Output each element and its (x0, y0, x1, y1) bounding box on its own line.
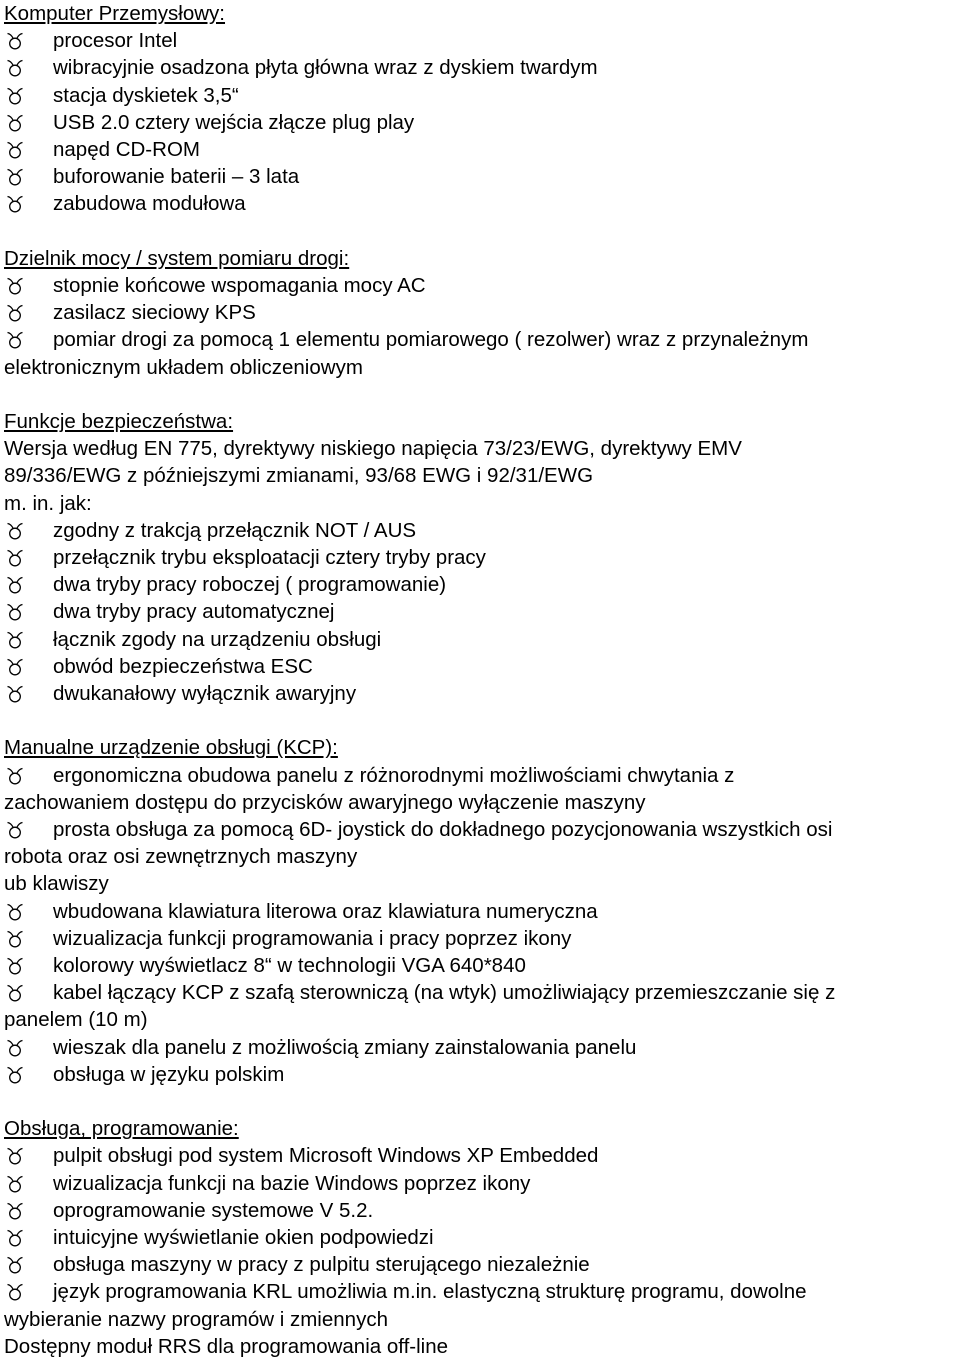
list-item-text: prosta obsługa za pomocą 6D- joystick do dokładnego pozycjonowania wszystkich osi (53, 818, 833, 842)
taurus-symbol-icon (6, 631, 24, 649)
taurus-symbol-icon (6, 141, 24, 159)
taurus-symbol-icon (6, 603, 24, 621)
list-item-text: wizualizacja funkcji na bazie Windows poprzez ikony (53, 1171, 531, 1195)
paragraph-line: m. in. jak: (4, 491, 92, 515)
list-item-text: intuicyjne wyświetlanie okien podpowiedzi (53, 1226, 434, 1250)
taurus-symbol-icon (6, 984, 24, 1002)
list-item-continuation: wybieranie nazwy programów i zmiennych (4, 1307, 388, 1331)
list-item (4, 1197, 960, 1224)
list-item-text: pulpit obsługi pod system Microsoft Windows XP Embedded (53, 1144, 599, 1168)
section-heading: Manualne urządzenie obsługi (KCP): (4, 736, 338, 760)
list-item (4, 109, 960, 136)
list-item-text: wibracyjnie osadzona płyta główna wraz z dyskiem twardym (53, 56, 598, 80)
list-item-text: obwód bezpieczeństwa ESC (53, 654, 313, 678)
list-item (4, 571, 960, 598)
list-item-text: język programowania KRL umożliwia m.in. elastyczną strukturę programu, dowolne (53, 1280, 807, 1304)
taurus-symbol-icon (6, 195, 24, 213)
list-item (4, 653, 960, 680)
taurus-symbol-icon (6, 576, 24, 594)
taurus-symbol-icon (6, 821, 24, 839)
paragraph-line: 89/336/EWG z późniejszymi zmianami, 93/68 EWG i 92/31/EWG (4, 464, 594, 488)
paragraph-line: Wersja według EN 775, dyrektywy niskiego napięcia 73/23/EWG, dyrektywy EMV (4, 437, 742, 461)
list-item (4, 326, 960, 353)
list-item (4, 762, 960, 789)
list-item-text: obsługa w języku polskim (53, 1062, 285, 1086)
list-item (4, 1224, 960, 1251)
list-item (4, 190, 960, 217)
taurus-symbol-icon (6, 168, 24, 186)
taurus-symbol-icon (6, 658, 24, 676)
list-item (4, 898, 960, 925)
list-item (4, 598, 960, 625)
taurus-symbol-icon (6, 522, 24, 540)
list-item-text: oprogramowanie systemowe V 5.2. (53, 1198, 374, 1222)
list-item-text: przełącznik trybu eksploatacji cztery tryby pracy (53, 546, 486, 570)
taurus-symbol-icon (6, 767, 24, 785)
section-heading: Komputer Przemysłowy: (4, 2, 226, 25)
list-item (4, 680, 960, 707)
taurus-symbol-icon (6, 59, 24, 77)
list-item (4, 979, 960, 1006)
taurus-symbol-icon (6, 277, 24, 295)
list-item-text: napęd CD-ROM (53, 138, 200, 162)
section-spacer (4, 218, 960, 245)
list-item (4, 136, 960, 163)
list-item-text: ergonomiczna obudowa panelu z różnorodnymi możliwościami chwytania z (53, 763, 735, 787)
section (4, 1115, 960, 1360)
taurus-symbol-icon (6, 1039, 24, 1057)
section-heading: Funkcje bezpieczeństwa: (4, 410, 234, 434)
taurus-symbol-icon (6, 1147, 24, 1165)
list-item (4, 626, 960, 653)
list-item-text: zasilacz sieciowy KPS (53, 301, 256, 325)
list-item-text: stopnie końcowe wspomagania mocy AC (53, 274, 426, 298)
list-item (4, 1251, 960, 1278)
list-item (4, 925, 960, 952)
taurus-symbol-icon (6, 1229, 24, 1247)
section-spacer (4, 381, 960, 408)
list-item (4, 82, 960, 109)
section-heading: Obsługa, programowanie: (4, 1117, 239, 1141)
list-item-text: dwa tryby pracy roboczej ( programowanie) (53, 573, 447, 597)
section (4, 734, 960, 1088)
section-heading: Dzielnik mocy / system pomiaru drogi: (4, 246, 350, 270)
taurus-symbol-icon (6, 87, 24, 105)
list-item-text: kabel łączący KCP z szafą sterowniczą (na wtyk) umożliwiający przemieszczanie się z (53, 981, 836, 1005)
taurus-symbol-icon (6, 957, 24, 975)
list-item (4, 952, 960, 979)
list-item (4, 1061, 960, 1088)
list-item-text: pomiar drogi za pomocą 1 elementu pomiarowego ( rezolwer) wraz z przynależnym (53, 328, 809, 352)
section (4, 0, 960, 218)
list-item-text: zabudowa modułowa (53, 192, 246, 216)
taurus-symbol-icon (6, 1256, 24, 1274)
taurus-symbol-icon (6, 930, 24, 948)
list-item-text: kolorowy wyświetlacz 8“ w technologii VGA 640*840 (53, 954, 526, 978)
paragraph-line: Dostępny moduł RRS dla programowania off-line (4, 1334, 449, 1358)
list-item-text: łącznik zgody na urządzeniu obsługi (53, 627, 382, 651)
list-item-continuation: elektronicznym układem obliczeniowym (4, 355, 363, 379)
list-item-text: dwa tryby pracy automatycznej (53, 600, 335, 624)
section-spacer (4, 707, 960, 734)
taurus-symbol-icon (6, 1202, 24, 1220)
list-item-text: wbudowana klawiatura literowa oraz klawiatura numeryczna (53, 899, 598, 923)
list-item (4, 54, 960, 81)
taurus-symbol-icon (6, 32, 24, 50)
taurus-symbol-icon (6, 1283, 24, 1301)
taurus-symbol-icon (6, 331, 24, 349)
list-item-text: wizualizacja funkcji programowania i pracy poprzez ikony (53, 926, 572, 950)
list-item (4, 544, 960, 571)
taurus-symbol-icon (6, 1175, 24, 1193)
section-spacer (4, 1088, 960, 1115)
list-item-text: buforowanie baterii – 3 lata (53, 165, 300, 189)
list-item-text: USB 2.0 cztery wejścia złącze plug play (53, 110, 415, 134)
taurus-symbol-icon (6, 1066, 24, 1084)
section (4, 408, 960, 707)
list-item-text: dwukanałowy wyłącznik awaryjny (53, 682, 357, 706)
list-item-text: zgodny z trakcją przełącznik NOT / AUS (53, 518, 417, 542)
list-item (4, 27, 960, 54)
list-item-continuation: robota oraz osi zewnętrznych maszyny (4, 845, 358, 869)
list-item (4, 1034, 960, 1061)
list-item (4, 163, 960, 190)
section (4, 245, 960, 381)
taurus-symbol-icon (6, 685, 24, 703)
list-item-text: procesor Intel (53, 29, 178, 53)
taurus-symbol-icon (6, 114, 24, 132)
taurus-symbol-icon (6, 903, 24, 921)
taurus-symbol-icon (6, 549, 24, 567)
taurus-symbol-icon (6, 304, 24, 322)
paragraph-line: ub klawiszy (4, 872, 109, 896)
list-item (4, 1170, 960, 1197)
list-item (4, 272, 960, 299)
list-item-continuation: zachowaniem dostępu do przycisków awaryjnego wyłączenie maszyny (4, 790, 646, 814)
list-item-text: obsługa maszyny w pracy z pulpitu sterującego niezależnie (53, 1253, 590, 1277)
list-item (4, 816, 960, 843)
list-item (4, 517, 960, 544)
list-item (4, 1142, 960, 1169)
list-item-text: stacja dyskietek 3,5“ (53, 83, 239, 107)
list-item (4, 1278, 960, 1305)
list-item-continuation: panelem (10 m) (4, 1008, 148, 1032)
list-item (4, 299, 960, 326)
list-item-text: wieszak dla panelu z możliwością zmiany zainstalowania panelu (53, 1035, 637, 1059)
